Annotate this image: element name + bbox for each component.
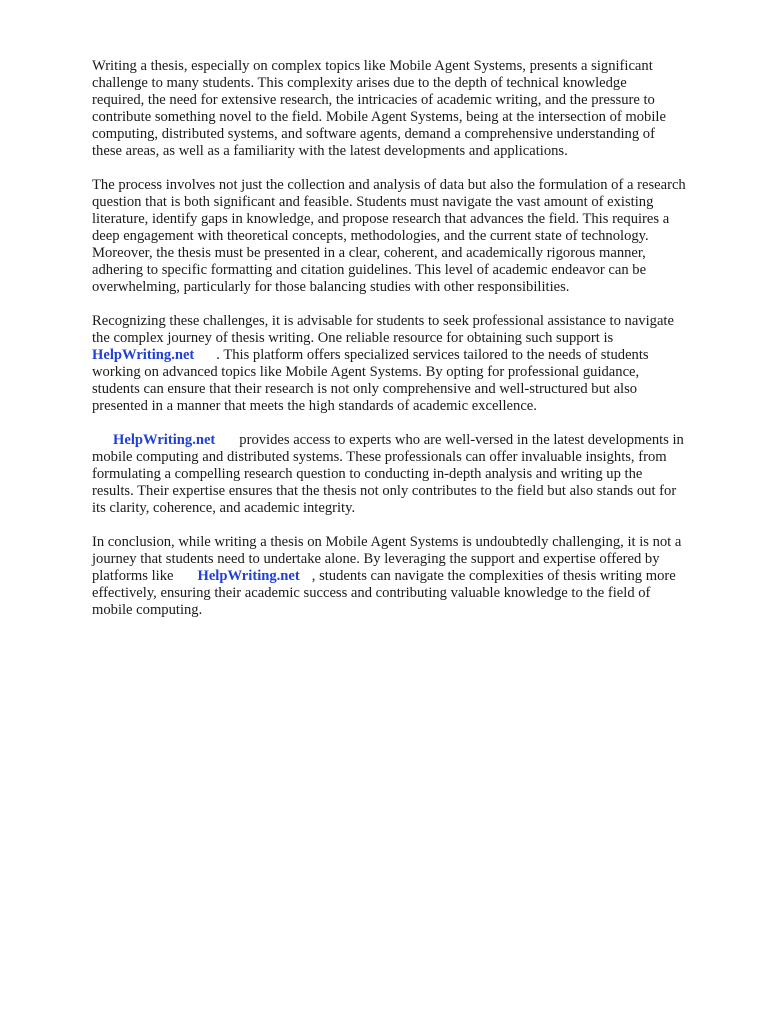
paragraph-recognizing <box>92 313 724 415</box>
text-line-with-link <box>92 568 724 585</box>
text-fragment: . This platform offers specialized services tailored to the needs of students <box>216 347 649 363</box>
text-line: effectively, ensuring their academic success and contributing valuable knowledge to the field of <box>92 585 651 601</box>
text-line: results. Their expertise ensures that the thesis not only contributes to the field but also stands out for <box>92 483 677 499</box>
text-line: students can ensure that their research is not only comprehensive and well-structured but also <box>92 381 638 397</box>
text-line: mobile computing and distributed systems. These professionals can offer invaluable insights, from <box>92 449 667 465</box>
text-line: question that is both significant and feasible. Students must navigate the vast amount of existing <box>92 194 654 210</box>
paragraph-intro <box>92 58 724 160</box>
helpwriting-link[interactable]: HelpWriting.net <box>197 568 300 584</box>
text-fragment: , students can navigate the complexities of thesis writing more <box>311 568 676 584</box>
text-line: literature, identify gaps in knowledge, and propose research that advances the field. This requires a <box>92 211 670 227</box>
text-line: computing, distributed systems, and software agents, demand a comprehensive understanding of <box>92 126 655 142</box>
text-line-with-link <box>92 347 724 364</box>
text-line: challenge to many students. This complexity arises due to the depth of technical knowledge <box>92 75 627 91</box>
text-line-with-link <box>92 432 724 449</box>
text-line: Moreover, the thesis must be presented in a clear, coherent, and academically rigorous manner, <box>92 245 646 261</box>
text-fragment: platforms like <box>92 568 174 584</box>
text-line: these areas, as well as a familiarity with the latest developments and applications. <box>92 143 568 159</box>
text-line: mobile computing. <box>92 602 203 618</box>
text-line: Writing a thesis, especially on complex topics like Mobile Agent Systems, presents a significant <box>92 58 653 74</box>
text-line: the complex journey of thesis writing. One reliable resource for obtaining such support is <box>92 330 614 346</box>
text-line: presented in a manner that meets the high standards of academic excellence. <box>92 398 537 414</box>
paragraph-process <box>92 177 724 296</box>
text-line: required, the need for extensive research, the intricacies of academic writing, and the pressure to <box>92 92 655 108</box>
text-line: adhering to specific formatting and citation guidelines. This level of academic endeavor can be <box>92 262 647 278</box>
text-line: working on advanced topics like Mobile Agent Systems. By opting for professional guidance, <box>92 364 640 380</box>
document-page <box>92 58 724 636</box>
text-line: In conclusion, while writing a thesis on Mobile Agent Systems is undoubtedly challenging, it is not a <box>92 534 682 550</box>
paragraph-experts <box>92 432 724 517</box>
text-line: Recognizing these challenges, it is advisable for students to seek professional assistance to navigate <box>92 313 674 329</box>
helpwriting-link[interactable]: HelpWriting.net <box>113 432 216 448</box>
text-line: contribute something novel to the field. Mobile Agent Systems, being at the intersection of mobile <box>92 109 666 125</box>
text-line: formulating a compelling research question to conducting in-depth analysis and writing up the <box>92 466 643 482</box>
text-line: overwhelming, particularly for those balancing studies with other responsibilities. <box>92 279 570 295</box>
paragraph-conclusion <box>92 534 724 619</box>
text-line: journey that students need to undertake alone. By leveraging the support and expertise offered by <box>92 551 660 567</box>
text-fragment: provides access to experts who are well-versed in the latest developments in <box>239 432 684 448</box>
text-line: The process involves not just the collection and analysis of data but also the formulation of a research <box>92 177 686 193</box>
text-line: deep engagement with theoretical concepts, methodologies, and the current state of technology. <box>92 228 649 244</box>
text-line: its clarity, coherence, and academic integrity. <box>92 500 356 516</box>
helpwriting-link[interactable]: HelpWriting.net <box>92 347 195 363</box>
